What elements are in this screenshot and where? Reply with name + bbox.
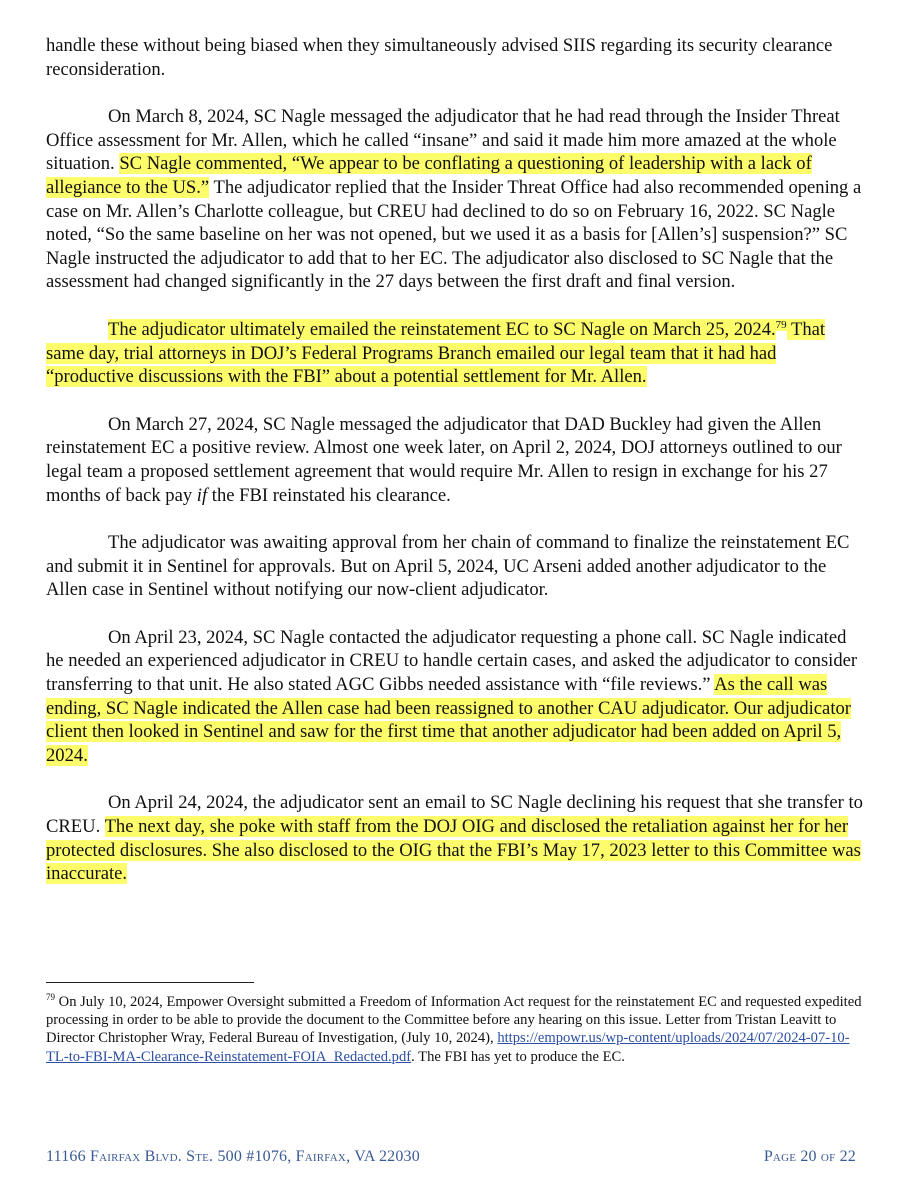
footnote-reference[interactable]: 79 (775, 318, 787, 331)
highlighted-text: The next day, she poke with staff from the DOJ OIG and disclosed the retaliation against her for her protected disclosures. She also disclosed to the OIG that the FBI’s May 17, 2023 letter to this Committee was inaccurate. (46, 816, 861, 885)
paragraph-awaiting-approval (46, 531, 866, 602)
paragraph-text: On March 27, 2024, SC Nagle messaged the adjudicator that DAD Buckley had given the Allen reinstatement EC a positive review. Almost one week later, on April 2, 2024, DOJ attorneys outlined to our legal team a proposed settlement agreement that would require Mr. Allen to resign in exchange for his 27 months of back pay (46, 413, 842, 506)
highlighted-text: That same day, trial attorneys in DOJ’s Federal Programs Branch emailed our legal team that it had had “productive discussions with the FBI” about a potential settlement for Mr. Allen. (46, 318, 826, 388)
footnote-79 (46, 993, 866, 1066)
body-text (46, 34, 866, 910)
paragraph-march-25 (46, 318, 866, 389)
paragraph-text: On March 8, 2024, SC Nagle messaged the adjudicator that he had read through the Insider Threat Office assessment for Mr. Allen, which he called “insane” and said it made him more amazed at the whole situation. (46, 106, 840, 175)
paragraph-continued (46, 34, 866, 81)
highlighted-text: The adjudicator ultimately emailed the reinstatement EC to SC Nagle on March 25, 2024. (108, 318, 776, 340)
footer-address: 11166 Fairfax Blvd. Ste. 500 #1076, Fairfax, VA 22030 (46, 1148, 420, 1165)
page-footer (46, 1148, 856, 1166)
paragraph-april-23 (46, 626, 866, 768)
footnote-text: . The FBI has yet to produce the EC. (411, 1048, 625, 1065)
paragraph-text: The adjudicator was awaiting approval from her chain of command to finalize the reinstatement EC and submit it in Sentinel for approvals. But on April 5, 2024, UC Arseni added another adjudicator to the Allen case in Sentinel without notifying our now-client adjudicator. (46, 532, 850, 601)
highlighted-text: As the call was ending, SC Nagle indicated the Allen case had been reassigned to another CAU adjudicator. Our adjudicator client then looked in Sentinel and saw for the first time that another adjudicator had been added on April 5, 2024. (46, 674, 851, 766)
paragraph-text: handle these without being biased when they simultaneously advised SIIS regarding its security clearance reconsideration. (46, 35, 833, 80)
paragraph-march-27 (46, 413, 866, 507)
paragraph-april-24 (46, 791, 866, 885)
paragraph-march-8 (46, 105, 866, 294)
emphasized-text: if (196, 484, 208, 506)
paragraph-text: The adjudicator replied that the Insider Threat Office had also recommended opening a case on Mr. Allen’s Charlotte colleague, but CREU had declined to do so on February 16, 2022. SC Nagle noted, “So the same baseline on her was not opened, but we used it as a basis for [Allen’s] suspension?” SC Nagle instructed the adjudicator to add that to her EC. The adjudicator also disclosed to SC Nagle that the assessment had changed significantly in the 27 days between the first draft and final version. (46, 176, 862, 293)
footnote-divider (46, 982, 254, 983)
paragraph-text: the FBI reinstated his clearance. (207, 484, 451, 506)
highlighted-text: SC Nagle commented, “We appear to be conflating a questioning of leadership with a lack of allegiance to the US.” (46, 153, 812, 198)
footnote-link[interactable]: https://empowr.us/wp-content/uploads/2024/07/2024-07-10-TL-to-FBI-MA-Clearance-Reinstatement-FOIA_Redacted.pdf (46, 1030, 850, 1065)
paragraph-text: On April 24, 2024, the adjudicator sent an email to SC Nagle declining his request that she transfer to CREU. (46, 792, 863, 838)
footnote-number: 79 (46, 992, 55, 1003)
page-number: Page 20 of 22 (763, 1148, 856, 1165)
paragraph-text: On April 23, 2024, SC Nagle contacted the adjudicator requesting a phone call. SC Nagle indicated he needed an experienced adjudicator in CREU to handle certain cases, and asked the adjudicator to consider transferring to that unit. He also stated AGC Gibbs needed assistance with “file reviews.” (46, 626, 858, 696)
footnote-text: On July 10, 2024, Empower Oversight submitted a Freedom of Information Act request for the reinstatement EC and requested expedited processing in order to be able to provide the document to the Committee before any hearing on this issue. Letter from Tristan Leavitt to Director Christopher Wray, Federal Bureau of Investigation, (July 10, 2024), (46, 994, 862, 1047)
